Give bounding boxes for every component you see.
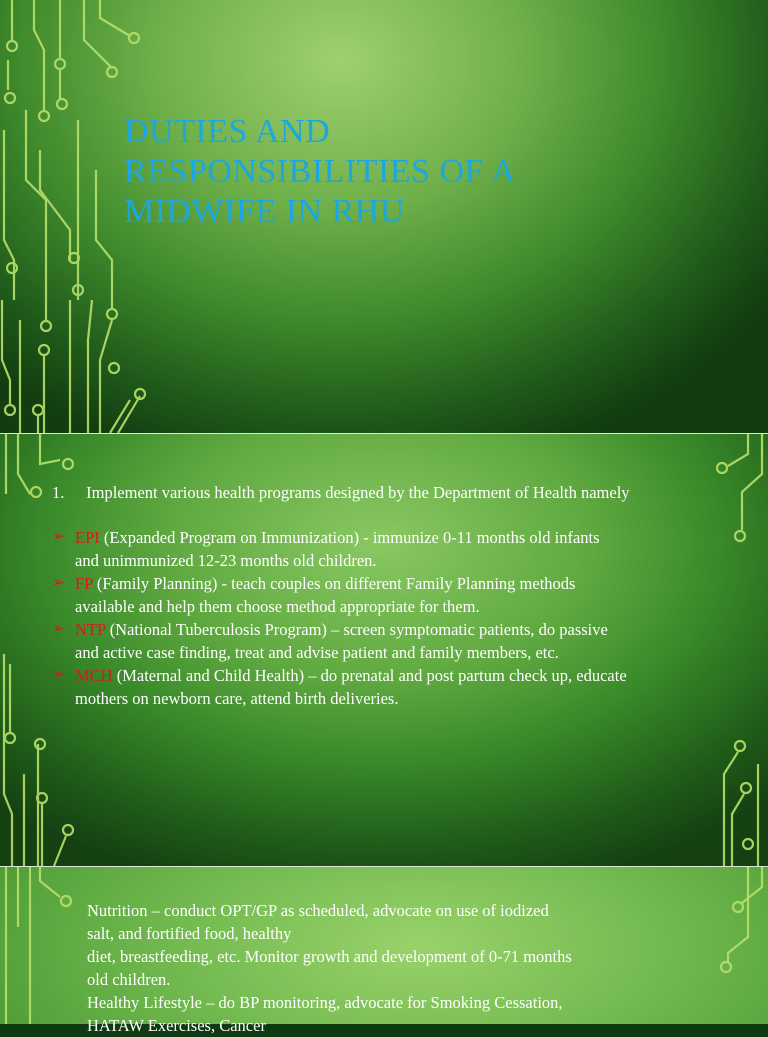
bullet-fp <box>52 572 732 618</box>
slide-title-text: DUTIES AND RESPONSIBILITIES OF A MIDWIFE IN RHU <box>124 113 515 231</box>
item-text: Implement various health programs designed by the Department of Health namely <box>86 483 630 502</box>
bullet-term: NTP <box>75 620 106 639</box>
nutrition-text <box>87 899 687 1037</box>
arrow-bullet-icon: ➢ <box>52 575 65 591</box>
slide-health-programs <box>0 434 768 866</box>
bullet-term: FP <box>75 574 93 593</box>
item-number: 1. <box>52 483 65 502</box>
bullet-term: EPI <box>75 528 100 547</box>
text-line: salt, and fortified food, healthy <box>87 924 292 943</box>
text-line: old children. <box>87 970 171 989</box>
circuit-decoration-left <box>0 867 80 1024</box>
arrow-bullet-icon: ➢ <box>52 621 65 637</box>
bullet-text-cont: available and help them choose method appropriate for them. <box>75 597 480 616</box>
bullet-ntp <box>52 618 732 664</box>
bullet-text: (Family Planning) - teach couples on different Family Planning methods <box>92 574 576 593</box>
arrow-bullet-icon: ➢ <box>52 667 65 683</box>
slide-nutrition <box>0 867 768 1035</box>
slide-title <box>0 0 768 433</box>
bullet-text-cont: mothers on newborn care, attend birth deliveries. <box>75 689 399 708</box>
bullet-mch <box>52 664 732 710</box>
text-line: Nutrition – conduct OPT/GP as scheduled, advocate on use of iodized <box>87 901 549 920</box>
numbered-item <box>52 481 630 504</box>
text-line: diet, breastfeeding, etc. Monitor growth and development of 0-71 months <box>87 947 572 966</box>
program-bullet-list <box>52 526 732 710</box>
circuit-decoration-right <box>688 867 768 1024</box>
bullet-text: (National Tuberculosis Program) – screen symptomatic patients, do passive <box>105 620 608 639</box>
text-line: Healthy Lifestyle – do BP monitoring, advocate for Smoking Cessation, <box>87 993 563 1012</box>
bullet-text: (Maternal and Child Health) – do prenatal and post partum check up, educate <box>112 666 627 685</box>
bullet-text: (Expanded Program on Immunization) - immunize 0-11 months old infants <box>99 528 600 547</box>
bullet-term: MCH <box>75 666 113 685</box>
text-line: HATAW Exercises, Cancer <box>87 1016 266 1035</box>
arrow-bullet-icon: ➢ <box>52 529 65 545</box>
bullet-text-cont: and active case finding, treat and advise patient and family members, etc. <box>75 643 559 662</box>
bullet-text-cont: and unimmunized 12-23 months old children. <box>75 551 377 570</box>
bullet-epi <box>52 526 732 572</box>
